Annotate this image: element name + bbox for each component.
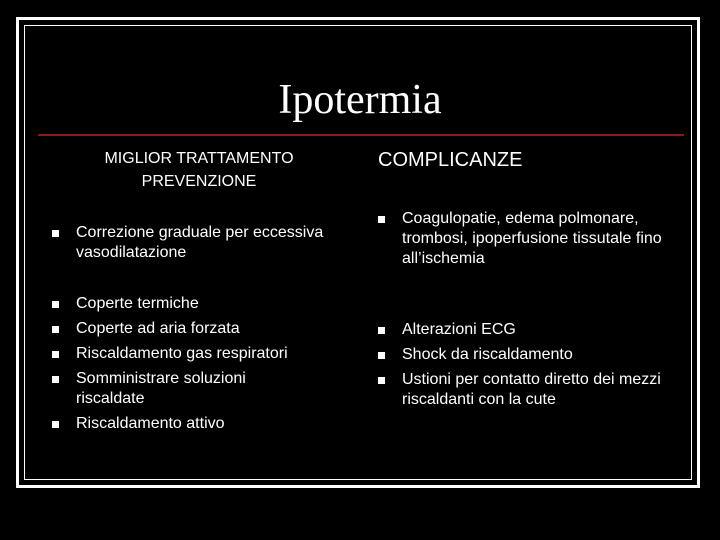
square-bullet-icon bbox=[378, 352, 385, 359]
square-bullet-icon bbox=[378, 327, 385, 334]
list-item-text: Coperte ad aria forzata bbox=[76, 320, 240, 337]
list-item-text: Alterazioni ECG bbox=[402, 321, 516, 338]
slide-title: Ipotermia bbox=[278, 77, 442, 123]
list-item bbox=[48, 223, 338, 263]
square-bullet-icon bbox=[52, 301, 59, 308]
list-item bbox=[48, 369, 338, 409]
list-item bbox=[48, 414, 338, 434]
list-item bbox=[374, 345, 664, 365]
left-bullet-list-2 bbox=[48, 294, 338, 434]
square-bullet-icon bbox=[378, 377, 385, 384]
square-bullet-icon bbox=[52, 376, 59, 383]
left-heading-line1: MIGLIOR TRATTAMENTO bbox=[104, 150, 294, 167]
list-item bbox=[48, 344, 338, 364]
square-bullet-icon bbox=[52, 230, 59, 237]
left-heading-line2: PREVENZIONE bbox=[141, 173, 257, 190]
list-item-text: Somministrare soluzioni riscaldate bbox=[76, 370, 246, 407]
list-item bbox=[48, 294, 338, 314]
left-bullet-list-1 bbox=[48, 223, 338, 263]
list-item-text: Shock da riscaldamento bbox=[402, 346, 573, 363]
list-item-text: Coperte termiche bbox=[76, 295, 199, 312]
right-bullet-list-2 bbox=[374, 320, 664, 410]
square-bullet-icon bbox=[52, 351, 59, 358]
list-item-text: Riscaldamento gas respiratori bbox=[76, 345, 288, 362]
square-bullet-icon bbox=[52, 421, 59, 428]
right-bullet-list-1 bbox=[374, 209, 664, 269]
list-item-text: Ustioni per contatto diretto dei mezzi riscaldanti con la cute bbox=[402, 371, 661, 408]
list-item-text: Coagulopatie, edema polmonare, trombosi, ipoperfusione tissutale fino all’ischemia bbox=[402, 210, 662, 267]
list-item bbox=[374, 370, 664, 410]
list-item bbox=[374, 320, 664, 340]
list-item bbox=[48, 319, 338, 339]
left-column-heading bbox=[76, 147, 322, 193]
title-divider bbox=[38, 134, 684, 136]
square-bullet-icon bbox=[378, 216, 385, 223]
square-bullet-icon bbox=[52, 326, 59, 333]
list-item bbox=[374, 209, 664, 269]
list-item-text: Riscaldamento attivo bbox=[76, 415, 225, 432]
right-column-heading: COMPLICANZE bbox=[378, 149, 523, 171]
list-item-text: Correzione graduale per eccessiva vasodilatazione bbox=[76, 224, 324, 261]
